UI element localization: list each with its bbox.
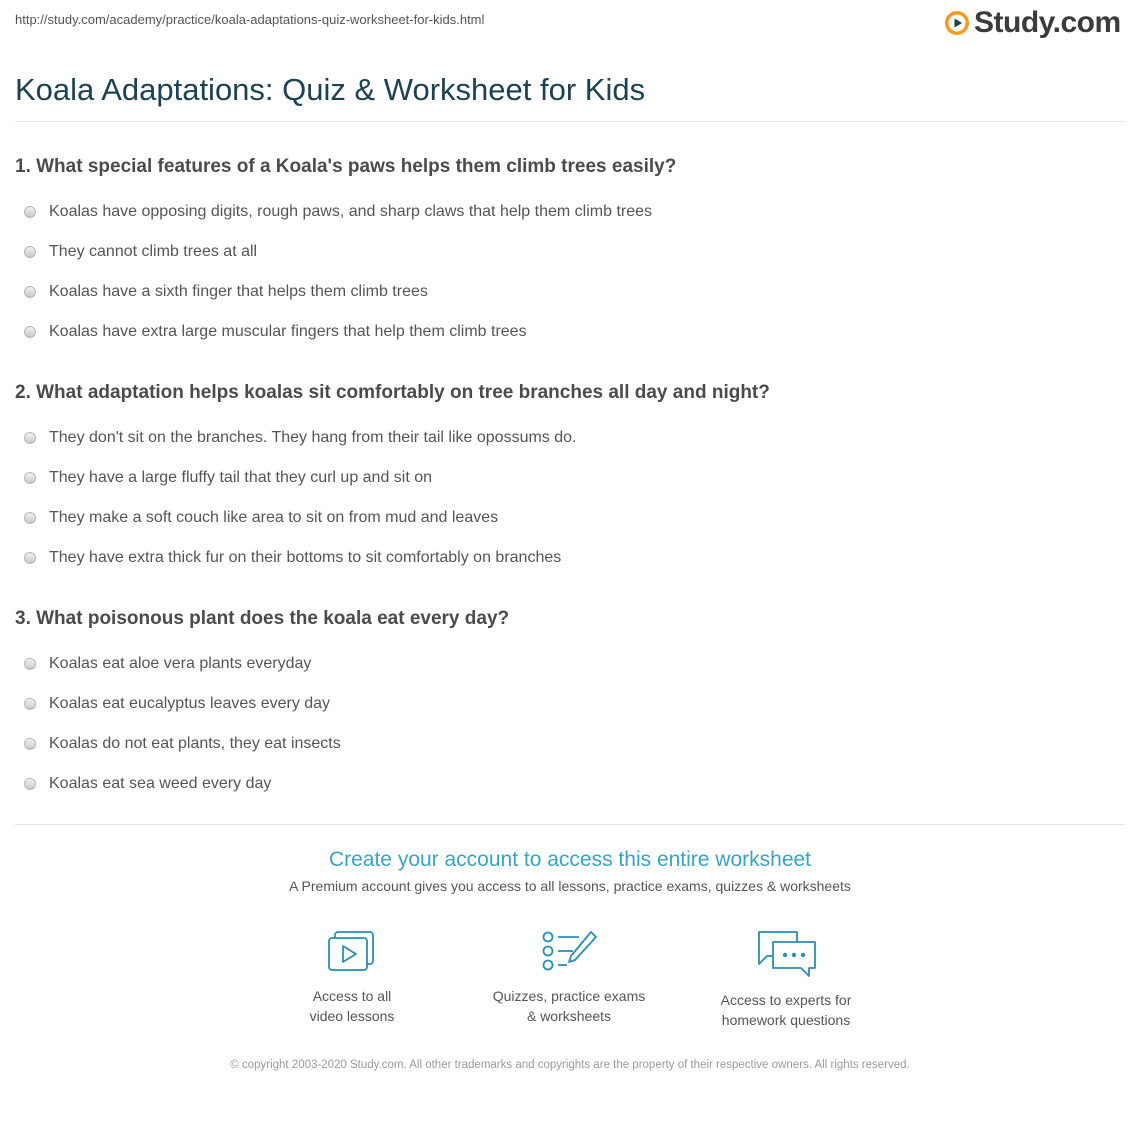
radio-button[interactable] (24, 552, 36, 564)
answer-label: Koalas eat sea weed every day (49, 775, 272, 792)
radio-button[interactable] (24, 512, 36, 524)
feature-label: Quizzes, practice exams & worksheets (492, 988, 646, 1024)
video-lessons-icon (325, 928, 379, 974)
answer-option[interactable] (15, 498, 1125, 538)
answer-option[interactable] (15, 418, 1125, 458)
logo-text: Study.com (974, 6, 1121, 39)
answer-label: Koalas have opposing digits, rough paws, and sharp claws that help them climb trees (49, 203, 653, 220)
answer-label: They make a soft couch like area to sit on from mud and leaves (49, 509, 499, 526)
question-text: 1. What special features of a Koala's paws helps them climb trees easily? (15, 156, 677, 177)
radio-button[interactable] (24, 738, 36, 750)
feature-quizzes (469, 928, 669, 1026)
radio-button[interactable] (24, 246, 36, 258)
radio-button[interactable] (24, 778, 36, 790)
question-3 (15, 602, 1125, 804)
answer-option[interactable] (15, 538, 1125, 578)
radio-button[interactable] (24, 698, 36, 710)
answer-option[interactable] (15, 764, 1125, 804)
answer-option[interactable] (15, 724, 1125, 764)
divider (15, 121, 1125, 122)
answer-options (15, 192, 1125, 352)
question-1 (15, 150, 1125, 352)
quiz-checklist-icon (539, 928, 599, 974)
question-list (15, 150, 1125, 828)
copyright-footer: © copyright 2003-2020 Study.com. All other trademarks and copyrights are the property of their respective owners. All rights reserved. (230, 1059, 910, 1071)
study-com-play-icon (944, 10, 970, 36)
answer-option[interactable] (15, 312, 1125, 352)
radio-button[interactable] (24, 658, 36, 670)
question-text: 2. What adaptation helps koalas sit comfortably on tree branches all day and night? (15, 382, 770, 403)
answer-label: Koalas have extra large muscular fingers that help them climb trees (49, 323, 527, 340)
answer-options (15, 418, 1125, 578)
feature-video-lessons (252, 928, 452, 1026)
answer-options (15, 644, 1125, 804)
question-2 (15, 376, 1125, 578)
feature-experts (686, 928, 886, 1030)
answer-option[interactable] (15, 684, 1125, 724)
answer-option[interactable] (15, 644, 1125, 684)
signup-promo (0, 846, 1140, 898)
answer-option[interactable] (15, 192, 1125, 232)
question-text: 3. What poisonous plant does the koala eat every day? (15, 608, 510, 629)
answer-label: Koalas eat eucalyptus leaves every day (49, 695, 331, 712)
promo-subtext: A Premium account gives you access to all lessons, practice exams, quizzes & worksheets (289, 878, 851, 894)
create-account-link[interactable]: Create your account to access this entire worksheet (328, 848, 812, 871)
feature-label: Access to all video lessons (309, 988, 395, 1024)
study-com-logo[interactable] (944, 6, 1121, 40)
answer-label: They have extra thick fur on their bottoms to sit comfortably on branches (49, 549, 562, 566)
radio-button[interactable] (24, 206, 36, 218)
answer-label: They don't sit on the branches. They hang from their tail like opossums do. (49, 429, 577, 446)
answer-label: Koalas eat aloe vera plants everyday (49, 655, 312, 672)
radio-button[interactable] (24, 326, 36, 338)
answer-label: They have a large fluffy tail that they curl up and sit on (49, 469, 433, 486)
divider (15, 824, 1125, 825)
answer-option[interactable] (15, 458, 1125, 498)
answer-option[interactable] (15, 232, 1125, 272)
answer-option[interactable] (15, 272, 1125, 312)
radio-button[interactable] (24, 286, 36, 298)
page-url: http://study.com/academy/practice/koala-adaptations-quiz-worksheet-for-kids.html (15, 12, 485, 27)
radio-button[interactable] (24, 472, 36, 484)
chat-bubbles-icon (753, 928, 819, 978)
answer-label: Koalas do not eat plants, they eat insects (49, 735, 341, 752)
page-title: Koala Adaptations: Quiz & Worksheet for Kids (15, 72, 646, 107)
answer-label: They cannot climb trees at all (49, 243, 258, 260)
answer-label: Koalas have a sixth finger that helps them climb trees (49, 283, 428, 300)
radio-button[interactable] (24, 432, 36, 444)
feature-label: Access to experts for homework questions (720, 992, 852, 1028)
